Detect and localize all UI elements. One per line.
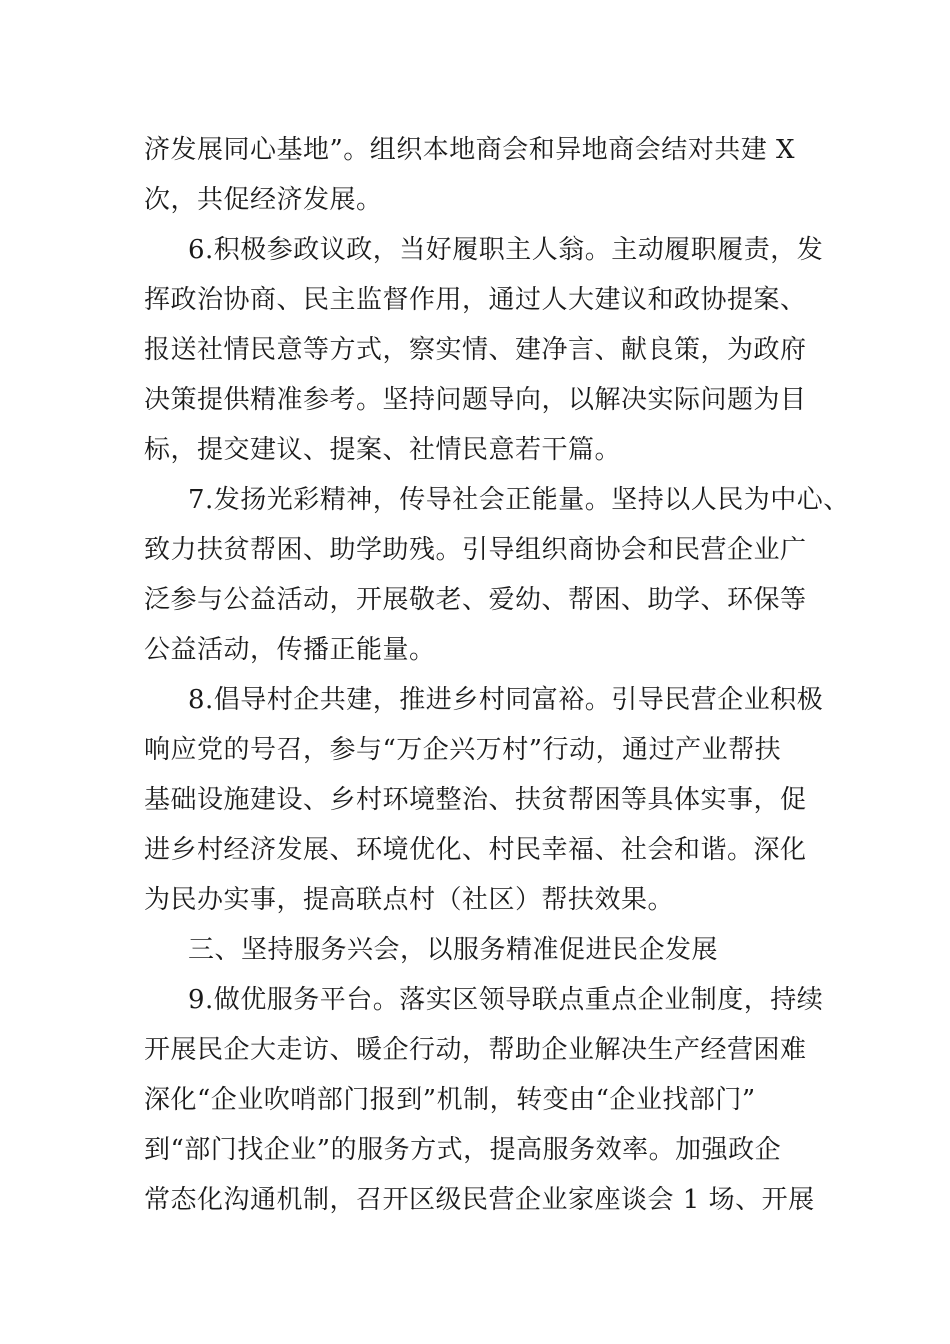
paragraph-7-first-line: 7.发扬光彩精神，传导社会正能量。坚持以人民为中心、 [188, 485, 850, 515]
text-line: 进乡村经济发展、环境优化、村民幸福、社会和谐。深化 [144, 835, 807, 865]
text-line: 常态化沟通机制，召开区级民营企业家座谈会 1 场、开展 [144, 1185, 815, 1215]
paragraph-6-first-line: 6.积极参政议政，当好履职主人翁。主动履职履责，发 [188, 235, 824, 265]
text-line: 泛参与公益活动，开展敬老、爱幼、帮困、助学、环保等 [144, 585, 807, 615]
text-line: 报送社情民意等方式，察实情、建净言、献良策，为政府 [144, 335, 807, 365]
text-line: 公益活动，传播正能量。 [144, 635, 436, 665]
text-line: 响应党的号召，参与“万企兴万村”行动，通过产业帮扶 [144, 735, 782, 765]
section-heading: 三、坚持服务兴会，以服务精准促进民企发展 [188, 935, 719, 965]
text-line: 致力扶贫帮困、助学助残。引导组织商协会和民营企业广 [144, 535, 807, 565]
text-line: 决策提供精准参考。坚持问题导向，以解决实际问题为目 [144, 385, 807, 415]
text-line: 济发展同心基地”。组织本地商会和异地商会结对共建 X [144, 135, 796, 165]
text-line: 为民办实事，提高联点村（社区）帮扶效果。 [144, 885, 675, 915]
text-line: 基础设施建设、乡村环境整治、扶贫帮困等具体实事，促 [144, 785, 807, 815]
paragraph-8-first-line: 8.倡导村企共建，推进乡村同富裕。引导民营企业积极 [188, 685, 824, 715]
text-line: 次，共促经济发展。 [144, 185, 383, 215]
text-line: 挥政治协商、民主监督作用，通过人大建议和政协提案、 [144, 285, 807, 315]
paragraph-9-first-line: 9.做优服务平台。落实区领导联点重点企业制度，持续 [188, 985, 824, 1015]
text-line: 开展民企大走访、暖企行动，帮助企业解决生产经营困难 [144, 1035, 807, 1065]
text-line: 标，提交建议、提案、社情民意若干篇。 [144, 435, 622, 465]
text-line: 深化“企业吹哨部门报到”机制，转变由“企业找部门” [144, 1085, 756, 1115]
text-line: 到“部门找企业”的服务方式，提高服务效率。加强政企 [144, 1135, 782, 1165]
